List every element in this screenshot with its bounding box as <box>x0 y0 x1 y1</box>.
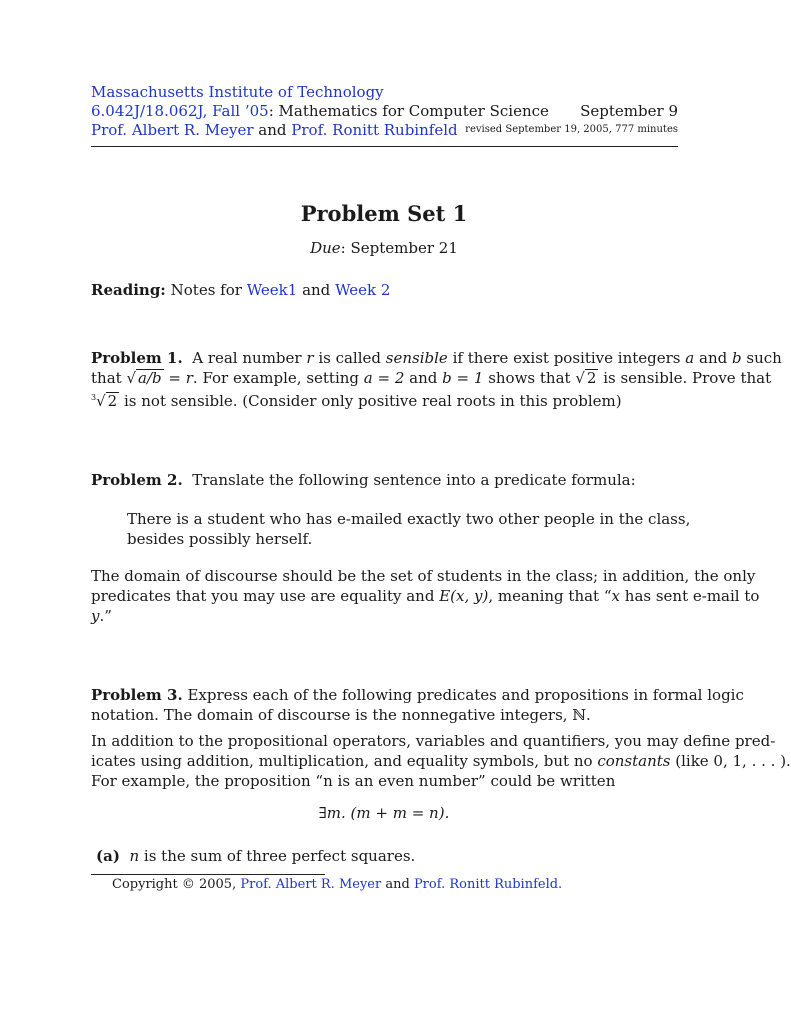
problem1 <box>91 348 782 411</box>
p2-var-x: x <box>611 587 620 605</box>
header-revised: revised September 19, 2005, 777 minutes <box>465 124 678 135</box>
p2-text: .” <box>99 607 112 625</box>
prof-meyer-link[interactable]: Prof. Albert R. Meyer <box>91 121 254 139</box>
reading-and: and <box>302 281 331 299</box>
p1-text: and <box>409 369 438 387</box>
p1-var-b: b <box>732 349 742 367</box>
p2-domain-line: The domain of discourse should be the set of students in the class; in addition, the only <box>91 567 756 585</box>
problem2-intro <box>91 470 636 490</box>
header-rule <box>91 146 678 147</box>
p1-text: if there exist positive integers <box>452 349 681 367</box>
p3-item-a-text: is the sum of three perfect squares. <box>143 847 416 865</box>
header-date: September 9 <box>580 102 678 120</box>
p3-formula: ∃m. (m + m = n). <box>318 804 450 822</box>
p3-para-line: In addition to the propositional operators, variables and quantifiers, you may define pred- <box>91 732 776 750</box>
p3-text: icates using addition, multiplication, and equality symbols, but no <box>91 752 593 770</box>
p2-var-y: y <box>91 607 100 625</box>
p1-sqrt2: 2 <box>586 369 597 387</box>
footnote-copyright: Copyright © 2005, <box>112 877 237 892</box>
p2-text: predicates that you may use are equality and <box>91 587 435 605</box>
p3-para-line2 <box>91 751 791 771</box>
p2-quote-line: There is a student who has e-mailed exactly two other people in the class, <box>127 510 691 528</box>
problem1-line1 <box>91 348 782 368</box>
header-institution <box>91 83 384 102</box>
course-title: : Mathematics for Computer Science <box>268 102 549 120</box>
problem2-domain <box>91 566 759 626</box>
p2-text: has sent e-mail to <box>624 587 760 605</box>
problem3 <box>91 685 744 725</box>
reading-label: Reading: <box>91 281 166 299</box>
p1-cube-index: 3 <box>91 393 97 402</box>
header-professors <box>91 121 458 140</box>
p3-item-a-label: (a) <box>96 847 120 865</box>
p3-constants: constants <box>597 752 671 770</box>
p1-text: that <box>91 369 122 387</box>
due-label: Due <box>310 239 341 257</box>
p1-var-r: r <box>306 349 314 367</box>
p1-a-eq: a = 2 <box>363 369 405 387</box>
p1-text: is sensible. Prove that <box>603 369 772 387</box>
week2-link[interactable]: Week 2 <box>335 281 391 299</box>
p1-text: shows that <box>488 369 571 387</box>
p2-text: , meaning that “ <box>488 587 612 605</box>
problem1-label: Problem 1. <box>91 349 183 367</box>
reading-text: Notes for <box>170 281 242 299</box>
p2-E: E(x, y) <box>439 587 489 605</box>
p1-text: . For example, setting <box>192 369 360 387</box>
p2-intro-text: Translate the following sentence into a predicate formula: <box>192 471 636 489</box>
week1-link[interactable]: Week1 <box>246 281 298 299</box>
p1-text: is called <box>318 349 381 367</box>
problem2-quote <box>127 509 690 549</box>
p3-text: (like 0, 1, . . . ). <box>675 752 791 770</box>
p3-text: Express each of the following predicates and propositions in formal logic <box>187 686 744 704</box>
p2-quote-line: besides possibly herself. <box>127 530 313 548</box>
p3-para-line: For example, the proposition “n is an even number” could be written <box>91 772 616 790</box>
p1-var-a: a <box>685 349 695 367</box>
problem3-para <box>91 731 791 791</box>
p2-domain-line3 <box>91 606 759 626</box>
p3-line2: notation. The domain of discourse is the nonnegative integers, ℕ. <box>91 706 591 724</box>
footnote-rubinfeld-link[interactable]: Prof. Ronitt Rubinfeld. <box>413 877 563 892</box>
problem2-label: Problem 2. <box>91 471 183 489</box>
and-text: and <box>258 121 287 139</box>
p1-eq-r: = r <box>168 369 193 387</box>
footnote-meyer-link[interactable]: Prof. Albert R. Meyer <box>240 877 382 892</box>
p2-domain-line2 <box>91 586 759 606</box>
course-link[interactable]: 6.042J/18.062J, Fall ’05 <box>91 102 269 120</box>
institution-link[interactable]: Massachusetts Institute of Technology <box>91 83 384 101</box>
footnote-rule <box>91 874 325 875</box>
header-course <box>91 102 549 121</box>
footnote <box>112 877 562 893</box>
p1-cube-root: 2 <box>107 392 118 410</box>
p1-b-eq: b = 1 <box>442 369 484 387</box>
p3-line1 <box>91 685 744 705</box>
footnote-and: and <box>385 877 410 892</box>
due-line <box>0 239 768 257</box>
p1-text: such <box>746 349 782 367</box>
p1-text: A real number <box>192 349 302 367</box>
problem1-line2: that √ a/b = r. For example, setting a = 2 and b = 1 shows that √ 2 is sensible. Prove that <box>91 369 772 387</box>
problem3-label: Problem 3. <box>91 686 183 704</box>
p1-text: and <box>699 349 728 367</box>
p1-sensible: sensible <box>385 349 448 367</box>
prof-rubinfeld-link[interactable]: Prof. Ronitt Rubinfeld <box>291 121 458 139</box>
reading-line <box>91 280 390 300</box>
page-title: Problem Set 1 <box>300 201 468 226</box>
p3-var-n: n <box>129 847 140 865</box>
p1-sqrt-ab: a/b <box>138 369 162 387</box>
p1-text: is not sensible. (Consider only positive real roots in this problem) <box>123 392 622 410</box>
p3-item-a <box>96 846 415 866</box>
due-date: : September 21 <box>340 239 458 257</box>
problem1-line3: $^3$√ 2 is not sensible. (Consider only positive real roots in this problem) <box>91 392 622 410</box>
